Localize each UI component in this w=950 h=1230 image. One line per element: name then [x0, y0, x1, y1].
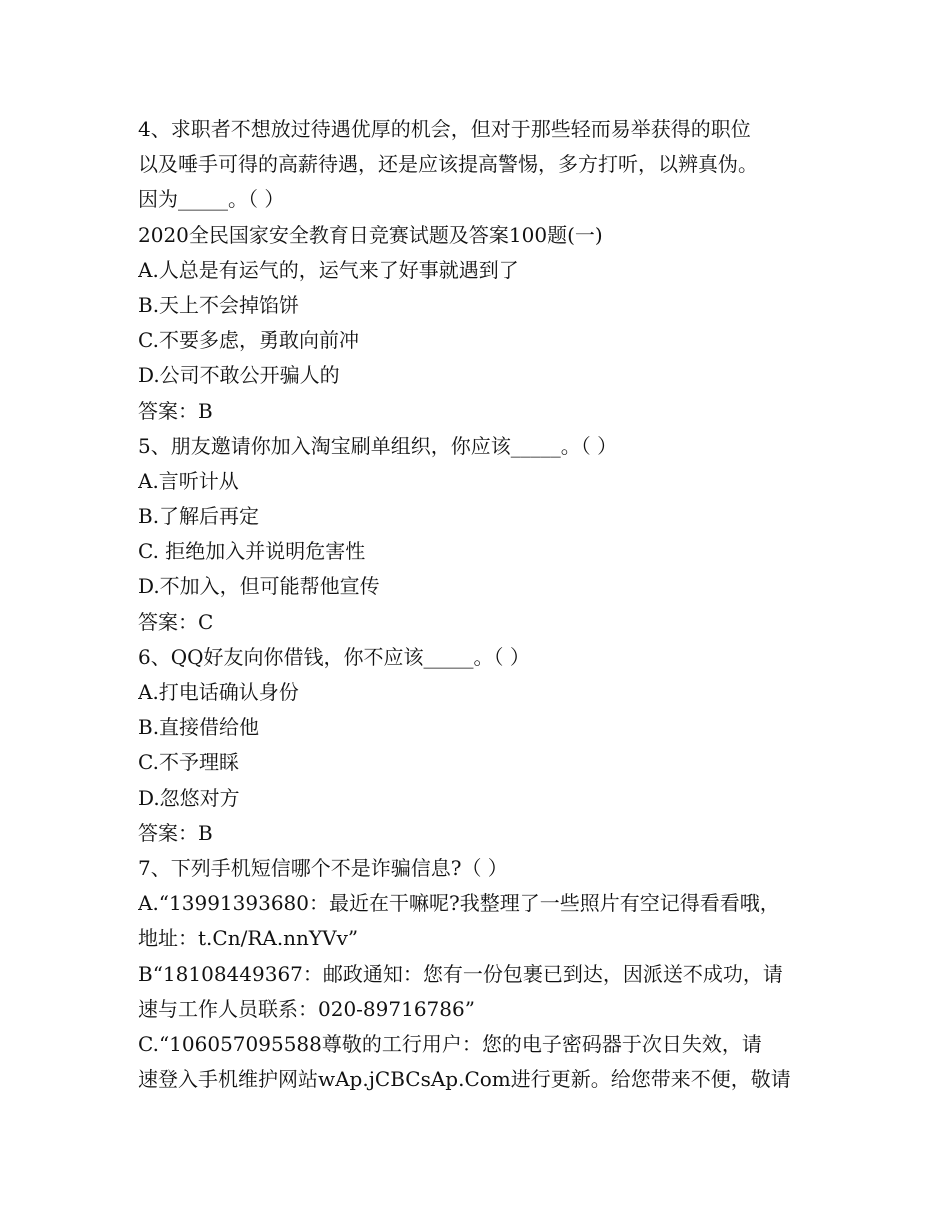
question-7-option-c-line-1: C.“106057095588尊敬的工行用户：您的电子密码器于次日失效，请 — [138, 1031, 762, 1056]
question-7-option-b-line-1: B“18108449367：邮政通知：您有一份包裹已到达，因派送不成功，请 — [138, 961, 783, 986]
question-7-stem: 7、下列手机短信哪个不是诈骗信息?（ ） — [138, 855, 508, 880]
question-5 — [138, 429, 818, 640]
question-6-option-a: A.打电话确认身份 — [138, 680, 299, 704]
question-7-option-b-line-2: 速与工作人员联系：020-89716786” — [138, 996, 475, 1021]
question-5-stem: 5、朋友邀请你加入淘宝刷单组织，你应该_____。（ ） — [138, 433, 618, 458]
question-6-option-c: C.不予理睬 — [138, 750, 239, 775]
question-6-answer: 答案：B — [138, 820, 213, 845]
question-5-answer: 答案：C — [138, 609, 214, 634]
question-7 — [138, 851, 818, 1097]
question-6-option-d: D.忽悠对方 — [138, 785, 240, 810]
question-5-option-d: D.不加入，但可能帮他宣传 — [138, 574, 380, 599]
question-5-option-a: A.言听计从 — [138, 468, 239, 493]
question-6 — [138, 640, 818, 851]
question-4-answer: 答案：B — [138, 398, 213, 423]
question-7-option-a-line-1: A.“13991393680：最近在干嘛呢?我整理了一些照片有空记得看看哦， — [138, 891, 780, 916]
question-6-option-b: B.直接借给他 — [138, 715, 260, 740]
question-7-option-c-line-2: 速登入手机维护网站wAp.jCBCsAp.Com进行更新。给您带来不便，敬请 — [138, 1067, 791, 1092]
question-4-option-a: A.人总是有运气的，运气来了好事就遇到了 — [138, 257, 519, 282]
question-4-stem-line-1: 4、求职者不想放过待遇优厚的机会，但对于那些轻而易举获得的职位 — [138, 117, 751, 141]
question-4-stem-line-2: 以及唾手可得的高薪待遇，还是应该提高警惕，多方打听，以辨真伪。 — [138, 152, 758, 177]
question-4-stem-line-3: 因为_____。（ ） — [138, 187, 285, 212]
question-5-option-b: B.了解后再定 — [138, 504, 260, 529]
question-4-option-b: B.天上不会掉馅饼 — [138, 292, 300, 317]
document-body — [138, 112, 818, 1097]
document-title-line: 2020全民国家安全教育日竞赛试题及答案100题(一) — [138, 222, 603, 247]
question-4-option-d: D.公司不敢公开骗人的 — [138, 363, 340, 388]
question-6-stem: 6、QQ好友向你借钱，你不应该_____。（ ） — [138, 644, 530, 669]
question-4-option-c: C.不要多虑，勇敢向前冲 — [138, 328, 359, 353]
question-5-option-c: C. 拒绝加入并说明危害性 — [138, 539, 366, 564]
question-7-option-a-line-2: 地址：t.Cn/RA.nnYVv” — [138, 926, 359, 951]
question-4 — [138, 112, 818, 429]
